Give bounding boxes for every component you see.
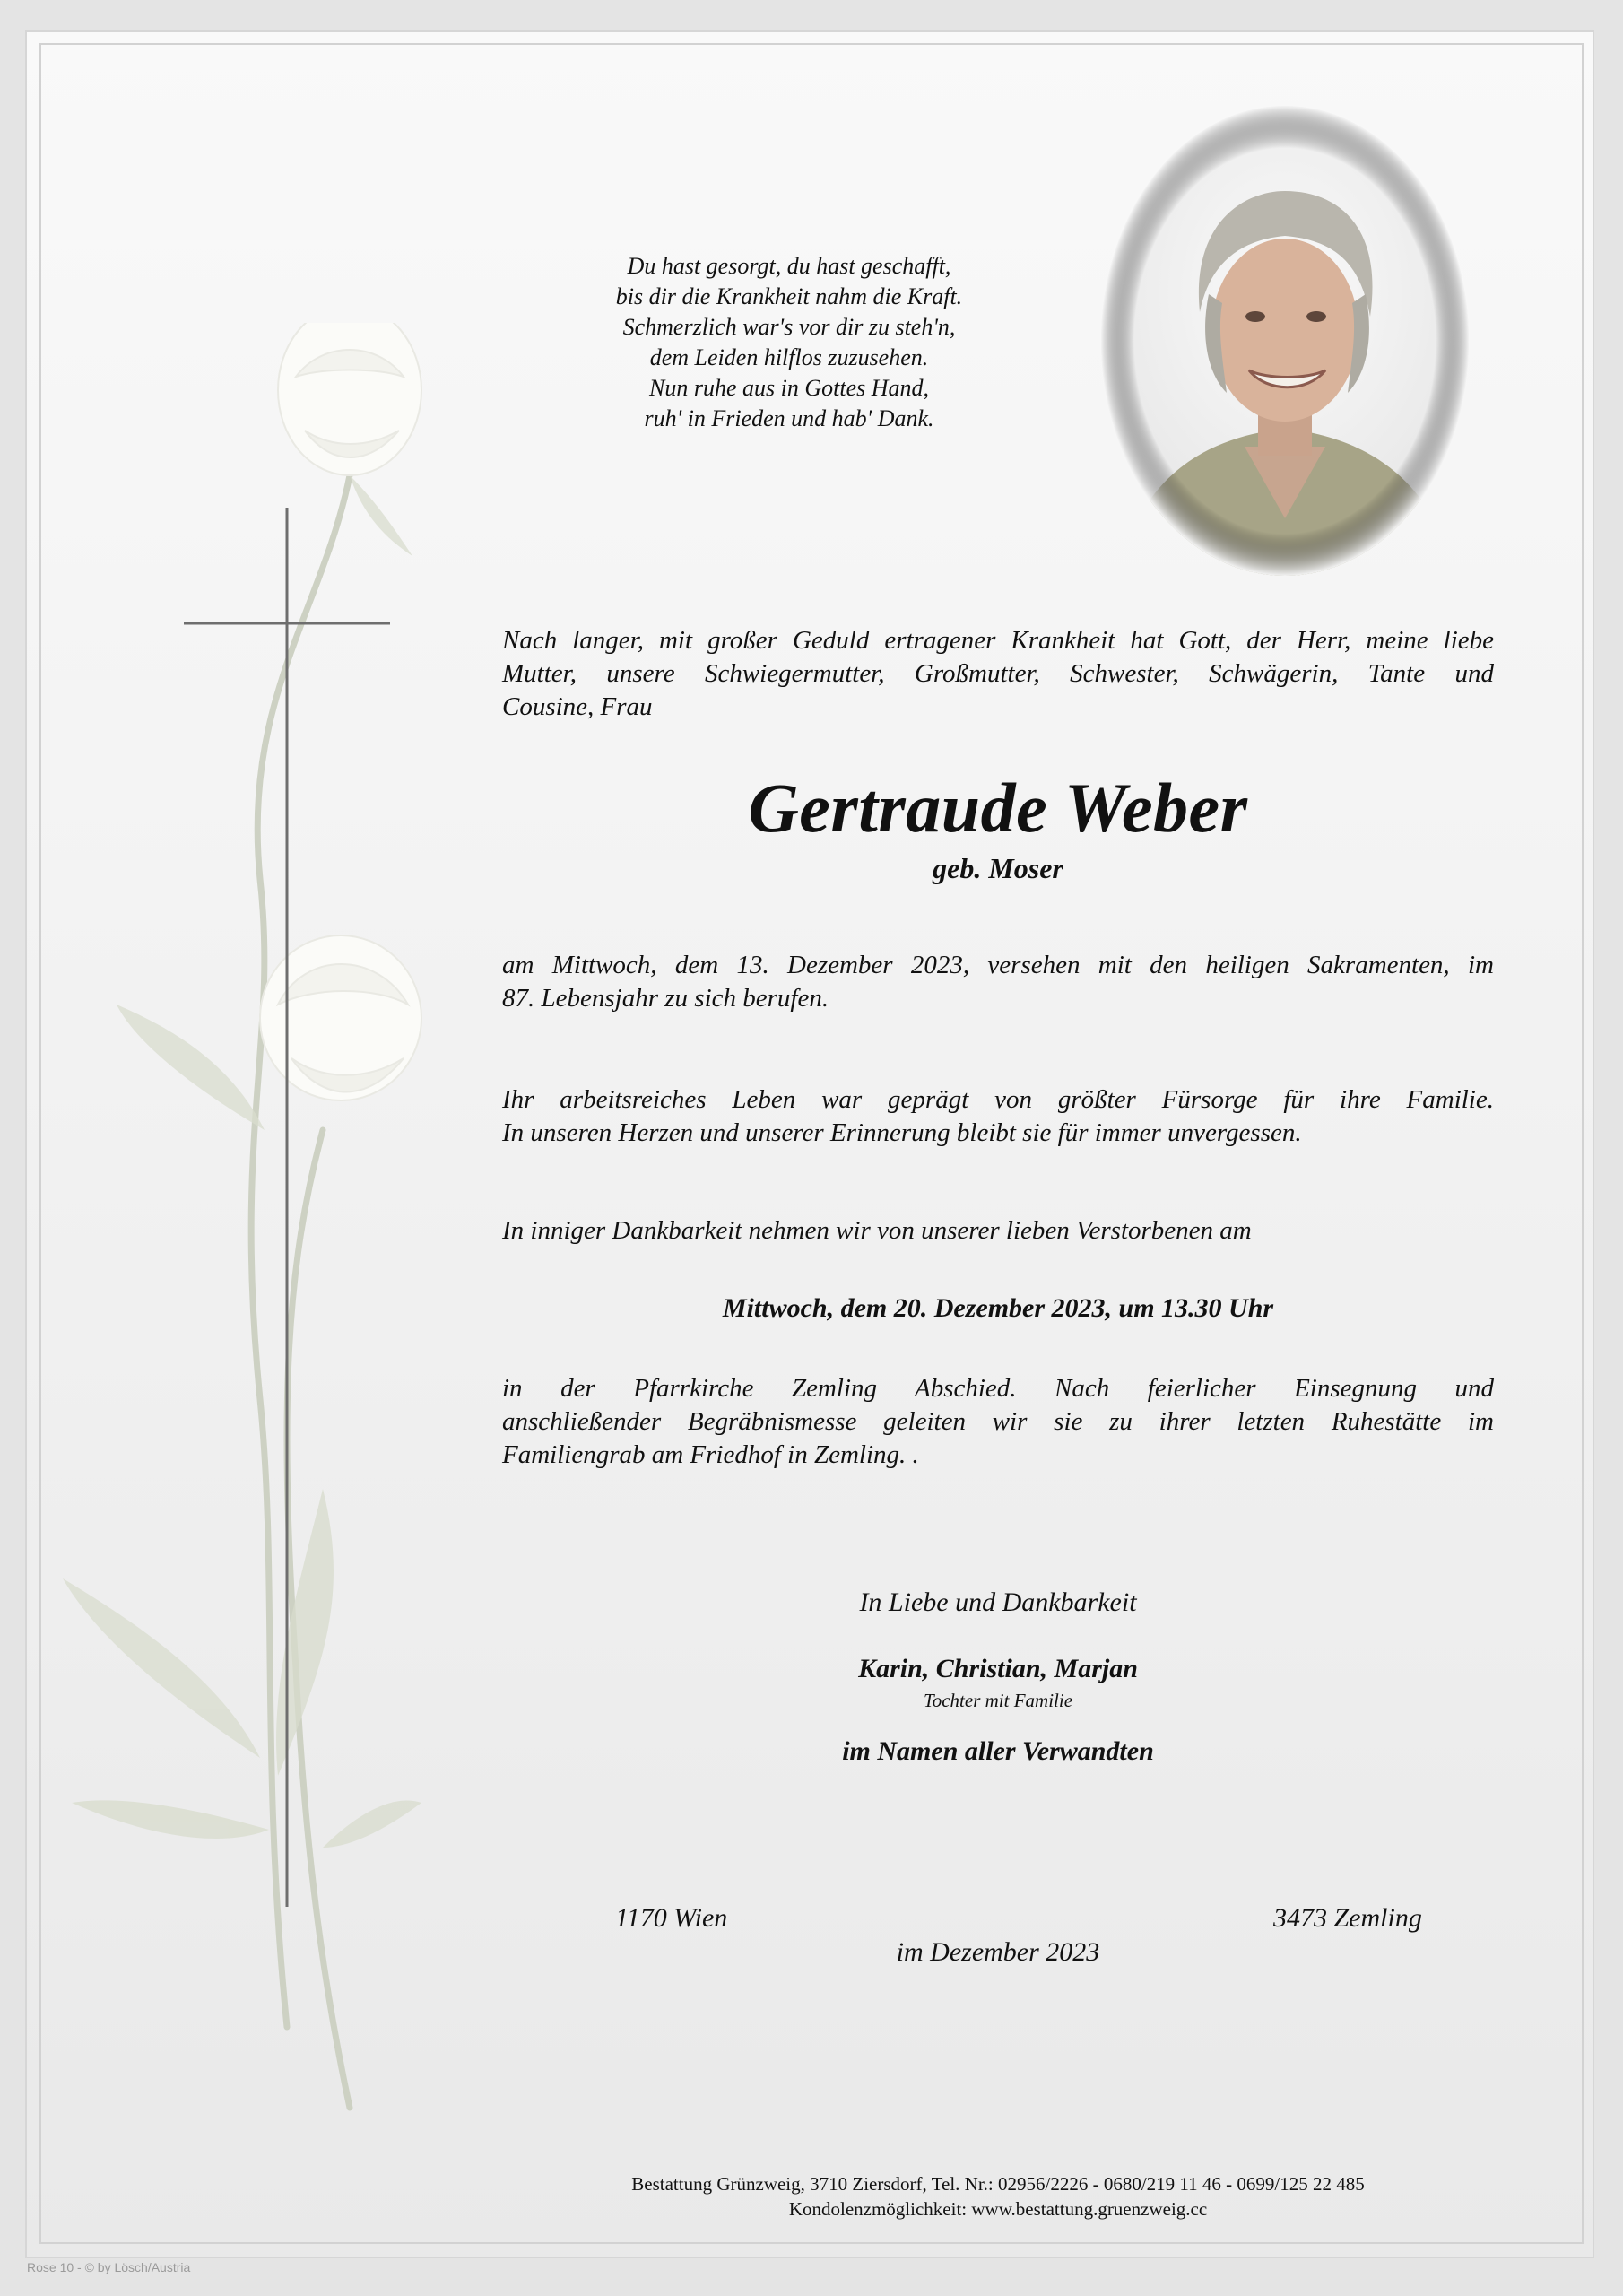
- leaf-1: [117, 1004, 265, 1130]
- intro-paragraph: [502, 624, 1494, 724]
- lower-rose: [260, 935, 421, 1100]
- intro-line: Mutter, unsere Schwiegermutter, Großmutter, Schwester, Schwägerin, Tante und: [502, 659, 1494, 688]
- portrait-photo: [1101, 106, 1469, 576]
- poem-line: Du hast gesorgt, du hast geschafft,: [627, 253, 951, 279]
- poem-line: Nun ruhe aus in Gottes Hand,: [649, 375, 929, 401]
- poem-line: Schmerzlich war's vor dir zu steh'n,: [622, 314, 956, 340]
- leaf-4: [72, 1800, 269, 1839]
- ceremony-paragraph: [502, 1372, 1494, 1472]
- sepal-upper: [350, 475, 412, 556]
- death-paragraph: [502, 949, 1494, 1015]
- funeral-home-contact: Bestattung Grünzweig, 3710 Ziersdorf, Tel. Nr.: 02956/2226 - 0680/219 11 46 - 0699/125 22 485: [631, 2173, 1365, 2195]
- funeral-date: Mittwoch, dem 20. Dezember 2023, um 13.30 Uhr: [722, 1293, 1274, 1323]
- farewell-intro: [502, 1214, 1494, 1248]
- poem-line: bis dir die Krankheit nahm die Kraft.: [615, 283, 963, 309]
- ceremony-line: in der Pfarrkirche Zemling Abschied. Nach feierlicher Einsegnung und: [502, 1374, 1494, 1403]
- condolence-website: Kondolenzmöglichkeit: www.bestattung.gruenzweig.cc: [788, 2198, 1208, 2220]
- life-line: In unseren Herzen und unserer Erinnerung bleibt sie für immer unvergessen.: [502, 1118, 1302, 1147]
- place-right: 3473 Zemling: [1273, 1903, 1422, 1933]
- leaf-5: [323, 1800, 421, 1848]
- poem: [502, 251, 1076, 434]
- poem-line: dem Leiden hilflos zuzusehen.: [649, 344, 929, 370]
- closing-phrase: In Liebe und Dankbarkeit: [859, 1587, 1137, 1617]
- farewell-line: In inniger Dankbarkeit nehmen wir von unserer lieben Verstorbenen am: [502, 1216, 1252, 1245]
- life-line: Ihr arbeitsreiches Leben war geprägt von größter Fürsorge für ihre Familie.: [502, 1085, 1494, 1114]
- intro-line: Cousine, Frau: [502, 692, 653, 721]
- death-line: am Mittwoch, dem 13. Dezember 2023, versehen mit den heiligen Sakramenten, im: [502, 951, 1494, 979]
- leaf-3: [63, 1578, 260, 1758]
- mourner-names: Karin, Christian, Marjan: [858, 1654, 1138, 1683]
- deceased-name: Gertraude Weber: [748, 769, 1248, 847]
- issue-date: im Dezember 2023: [896, 1937, 1100, 1967]
- place-left: 1170 Wien: [615, 1903, 728, 1933]
- poem-line: ruh' in Frieden und hab' Dank.: [644, 405, 934, 431]
- relatives-line: im Namen aller Verwandten: [842, 1736, 1154, 1766]
- white-roses-illustration: [54, 323, 430, 2117]
- ceremony-line: Familiengrab am Friedhof in Zemling. .: [502, 1440, 919, 1469]
- life-paragraph: [502, 1083, 1494, 1150]
- design-credit: Rose 10 - © by Lösch/Austria: [27, 2260, 191, 2274]
- upper-rose: [278, 323, 421, 475]
- maiden-name: geb. Moser: [933, 852, 1063, 884]
- ceremony-line: anschließender Begräbnismesse geleiten wir sie zu ihrer letzten Ruhestätte im: [502, 1407, 1494, 1436]
- leaf-2: [276, 1489, 334, 1776]
- mourner-relation: Tochter mit Familie: [923, 1690, 1073, 1711]
- death-line: 87. Lebensjahr zu sich berufen.: [502, 984, 829, 1013]
- intro-line: Nach langer, mit großer Geduld ertragener Krankheit hat Gott, der Herr, meine liebe: [502, 626, 1494, 655]
